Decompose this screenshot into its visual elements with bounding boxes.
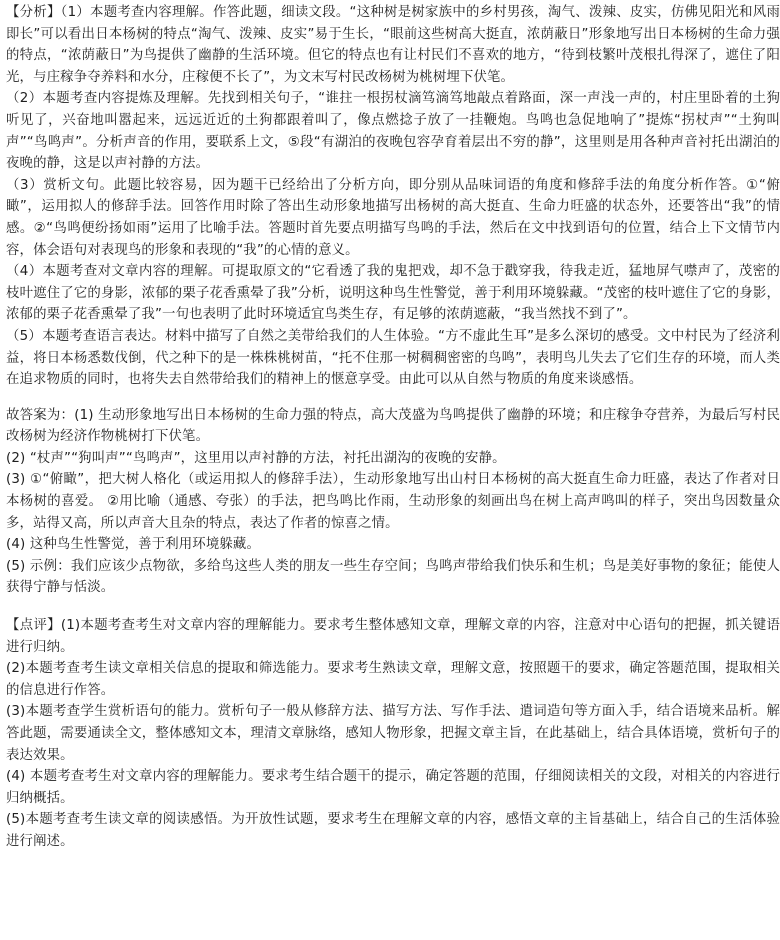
- answer-paragraph-5: (5) 示例：我们应该少点物欲，多给鸟这些人类的朋友一些生存空间；鸟鸣声带给我们快乐和生机；鸟是美好事物的象征；能使人获得宁静与恬淡。: [6, 558, 780, 596]
- comment-paragraph-2: (2)本题考查考生读文章相关信息的提取和筛选能力。要求考生熟读文章，理解文意，按照题干的要求，确定答题范围，提取相关的信息进行作答。: [6, 661, 780, 698]
- analysis-paragraph-2: （2）本题考查内容提炼及理解。先找到相关句子，“谁拄一根拐杖滴笃滴笃地敲点着路面，深一声浅一声的，村庄里卧着的土狗听见了，兴奋地叫嚣起来，远远近近的土狗都跟着叫了，像点燃捻子放了一挂鞭炮。鸟鸣也急促地响了”提炼“拐杖声”“土狗叫声”“鸟鸣声”。分析声音的作用，要联系上文，⑤段“有湖泊的夜晚包容孕育着层出不穷的静”，这里则是用各种声音衬托出湖泊的夜晚的静，这是以声衬静的方法。: [6, 91, 780, 172]
- analysis-paragraph-3: （3）赏析文句。此题比较容易，因为题干已经给出了分析方向，即分别从品味词语的角度和修辞手法的角度分析作答。①“俯瞰”，运用拟人的修辞手法。回答作用时除了答出生动形象地描写出杨树的高大挺直、生命力旺盛的状态外，还要答出“我”的情感。②“鸟鸣便纷扬如雨”运用了比喻手法。答题时首先要点明描写鸟鸣的手法，然后在文中找到语句的位置，结合上下文情节内容，体会语句对表现鸟的形象和表现的“我”的心情的意义。: [6, 177, 780, 258]
- section-spacer: [6, 391, 780, 405]
- comment-paragraph-3: (3)本题考查学生赏析语句的能力。赏析句子一般从修辞方法、描写方法、写作手法、遣词造句等方面入手，结合语境来品析。解答此题，需要通读全文，整体感知文本，理清文章脉络，感知人物形象，把握文章主旨，在此基础上，结合具体语境，赏析句子的表达效果。: [6, 704, 780, 763]
- comments-section: [6, 615, 780, 853]
- comment-paragraph-1: 【点评】(1)本题考查考生对文章内容的理解能力。要求考生整体感知文章，理解文章的内容，注意对中心语句的把握，抓关键语进行归纳。: [6, 618, 780, 655]
- answer-paragraph-3: (3) ①“俯瞰”，把大树人格化（或运用拟人的修辞手法），生动形象地写出山村日本杨树的高大挺直生命力旺盛，表达了作者对日本杨树的喜爱。 ②用比喻（通感、夸张）的手法，把鸟鸣比作雨，生动形象的刻画出鸟在树上高声鸣叫的样子，突出鸟因数量众多，站得又高，所以声音大且杂的特点，表达了作者的惊喜之情。: [6, 472, 780, 531]
- answers-section: [6, 405, 780, 599]
- comment-paragraph-4: (4) 本题考查考生对文章内容的理解能力。要求考生结合题干的提示，确定答题的范围，仔细阅读相关的文段，对相关的内容进行归纳概括。: [6, 769, 780, 806]
- answer-paragraph-4: (4) 这种鸟生性警觉，善于利用环境躲藏。: [6, 537, 261, 553]
- analysis-paragraph-4: （4）本题考查对文章内容的理解。可提取原文的“它看透了我的鬼把戏，却不急于戳穿我，待我走近，猛地屏气噤声了，茂密的枝叶遮住了它的身影，浓郁的栗子花香熏晕了我”分析，说明这种鸟生性警觉，善于利用环境躲藏。“茂密的枝叶遮住了它的身影，浓郁的栗子花香熏晕了我”一句也表明了此时环境适宜鸟类生存，有足够的浓荫遮蔽，“我当然找不到了”。: [6, 264, 780, 323]
- analysis-paragraph-5: （5）本题考查语言表达。材料中描写了自然之美带给我们的人生体验。“方不虚此生耳”是多么深切的感受。文中村民为了经济利益，将日本杨悉数伐倒，代之种下的是一株株桃树苗，“托不住那一树稠稠密密的鸟鸣”，表明鸟儿失去了它们生存的环境，而人类在追求物质的同时，也将失去自然带给我们的精神上的惬意享受。由此可以从自然与物质的角度来谈感悟。: [6, 328, 780, 388]
- analysis-section: [6, 2, 780, 391]
- analysis-paragraph-1: 【分析】（1）本题考查内容理解。作答此题，细读文段。“这种树是树家族中的乡村男孩，淘气、泼辣、皮实，仿佛见阳光和风雨即长”可以看出日本杨树的特点“淘气、泼辣、皮实”易于生长，“眼前这些树高大挺直，浓荫蔽日”形象地写出日本杨树的生命力强的特点，“浓荫蔽日”为鸟提供了幽静的生活环境。但它的特点也有让村民们不喜欢的地方，“待到枝繁叶茂根扎得深了，遮住了阳光，与庄稼争夺养料和水分，庄稼便不长了”，为文末写村民改杨树为桃树埋下伏笔。: [6, 5, 780, 85]
- section-spacer: [6, 599, 780, 615]
- comment-paragraph-5: (5)本题考查考生读文章的阅读感悟。为开放性试题，要求考生在理解文章的内容，感悟文章的主旨基础上，结合自己的生活体验进行阐述。: [6, 812, 780, 849]
- answer-paragraph-2: (2) “杖声”“狗叫声”“鸟鸣声”，这里用以声衬静的方法，衬托出湖沟的夜晚的安静。: [6, 450, 506, 466]
- answer-paragraph-1: 故答案为：(1) 生动形象地写出日本杨树的生命力强的特点，高大茂盛为鸟鸣提供了幽静的环境；和庄稼争夺营养，为最后写村民改杨树为经济作物桃树打下伏笔。: [6, 407, 780, 445]
